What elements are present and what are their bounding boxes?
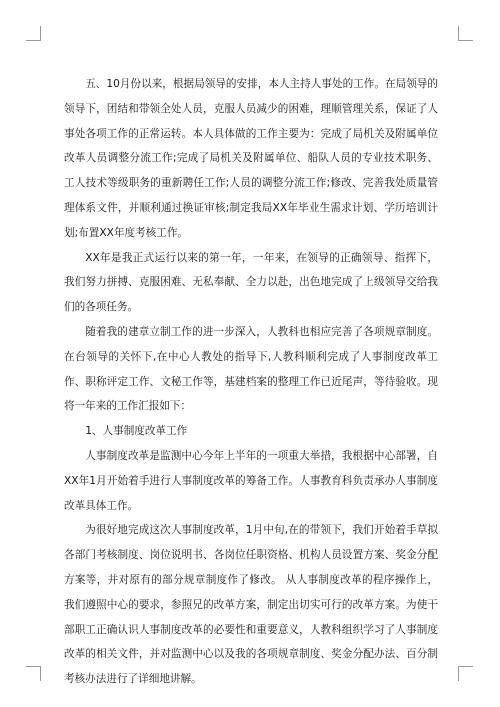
crop-mark-top-right [458,26,473,41]
paragraph-reform-details: 为很好地完成这次人事制度改革，1月中旬,在的带领下，我们开始着手草拟各部门考核制度、岗位说明书、各岗位任职资格、机构人员设置方案、奖金分配方案等，并对原有的部分规章制度作了修改。 从人事制度改革的程序操作上，我们遵照中心的要求，参照兄的改革方案，制定出切实可行的改革方案。为使干部职工正确认识人事制度改革的必要性和重要意义，人教科组织学习了人事制度改革的相关文件，并对监测中心以及我的各项规章制度、奖金分配办法、百分制考核办法进行了详细地讲解。 [64,524,438,686]
paragraph-first-year: XX年是我正式运行以来的第一年，一年来，在领导的正确领导、指挥下，我们努力拼搏、克服困难、无私奉献、全力以赴，出色地完成了上级领导交给我们的各项任务。 [64,251,438,314]
section-heading-personnel-reform: 1、人事制度改革工作 [85,425,188,438]
document-body [64,72,438,692]
crop-mark-bottom-left [26,666,41,681]
paragraph-reform-overview: 人事制度改革是监测中心今年上半年的一项重大举措，我根据中心部署，自XX年1月开始着手进行人事制度改革的筹备工作。人事教育科负责承办人事制度改革具体工作。 [64,449,438,512]
crop-mark-top-left [26,26,41,41]
paragraph-rules-and-regulations: 随着我的建章立制工作的进一步深入，人教科也相应完善了各项规章制度。在台领导的关怀下,在中心人教处的指导下,人教科顺利完成了人事制度改革工作、职称评定工作、文秘工作等，基建档案的整理工作已近尾声，等待验收。现将一年来的工作汇报如下： [64,325,438,413]
crop-mark-bottom-right [458,666,473,681]
paragraph-october-work: 五、10月份以来，根据局领导的安排，本人主持人事处的工作。在局领导的领导下，团结和带领全处人员，克服人员减少的困难，理顺管理关系，保证了人事处各项工作的正常运转。本人具体做的工作主要为：完成了局机关及附属单位改革人员调整分流工作;完成了局机关及附属单位、船队人员的专业技术职务、工人技术等级职务的重新聘任工作;人员的调整分流工作;修改、完善我处质量管理体系文件，并顺利通过换证审核;制定我局XX年毕业生需求计划、学历培训计划;布置XX年度考核工作。 [64,78,438,239]
